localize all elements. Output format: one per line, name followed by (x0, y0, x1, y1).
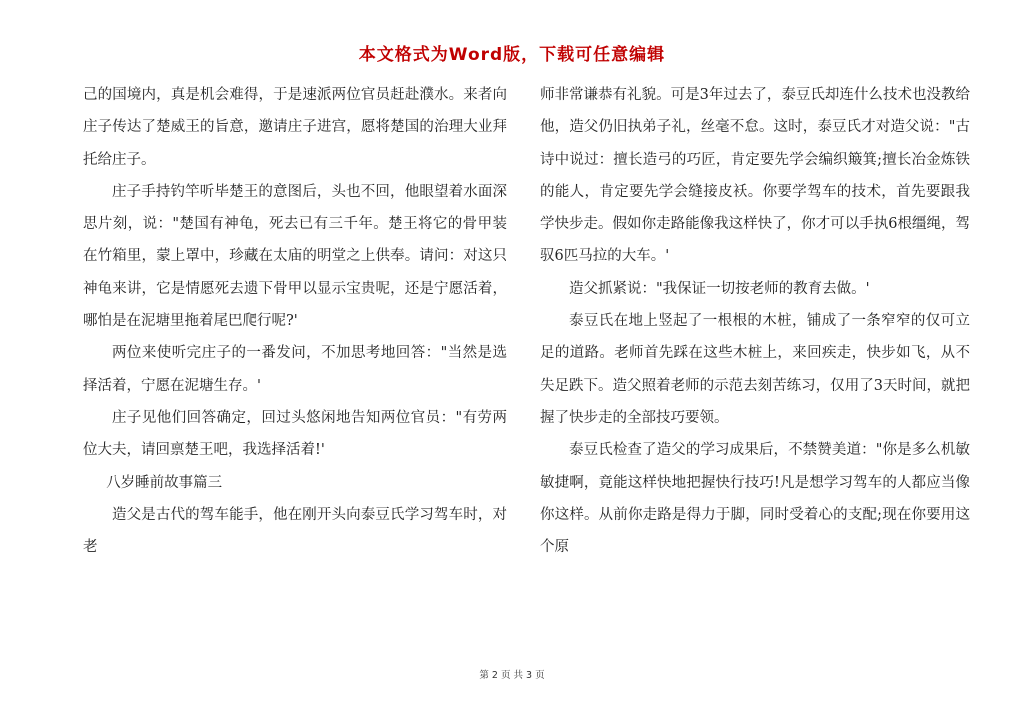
section-heading: 八岁睡前故事篇三 (106, 474, 223, 491)
paragraph: 己的国境内，真是机会难得，于是速派两位官员赶赴濮水。来者向庄子传达了楚威王的旨意，邀请庄子进宫，愿将楚国的治理大业拜托给庄子。 (83, 87, 507, 168)
paragraph: 泰豆氏检查了造父的学习成果后，不禁赞美道："你是多么机敏敏捷啊，竟能这样快地把握快行技巧!凡是想学习驾车的人都应当像你这样。从前你走路是得力于脚，同时受着心的支配;现在你要用这个原 (540, 442, 970, 556)
document-banner: 本文格式为Word版，下载可任意编辑 (358, 45, 666, 65)
paragraph: 造父是古代的驾车能手，他在刚开头向泰豆氏学习驾车时，对老 (83, 506, 507, 556)
paragraph: 两位来使听完庄子的一番发问，不加思考地回答："当然是选择活着，宁愿在泥塘生存。' (83, 345, 507, 394)
paragraph: 泰豆氏在地上竖起了一根根的木桩，铺成了一条窄窄的仅可立足的道路。老师首先踩在这些木桩上，来回疾走，快步如飞，从不失足跌下。造父照着老师的示范去刻苦练习，仅用了3天时间，就把握了快步走的全部技巧要领。 (540, 313, 970, 426)
paragraph: 造父抓紧说："我保证一切按老师的教育去做。' (569, 280, 870, 297)
paragraph: 师非常谦恭有礼貌。可是3年过去了，泰豆氏却连什么技术也没教给他，造父仍旧执弟子礼，丝毫不怠。这时，泰豆氏才对造父说："古诗中说过：擅长造弓的巧匠，肯定要先学会编织簸箕;擅长冶金炼铁的能人，肯定要先学会缝接皮袄。你要学驾车的技术，首先要跟我学快步走。假如你走路能像我这样快了，你才可以手执6根缰绳，驾驭6匹马拉的大车。' (540, 87, 970, 265)
paragraph: 庄子见他们回答确定，回过头悠闲地告知两位官员："有劳两位大夫，请回禀楚王吧，我选择活着!' (83, 409, 507, 459)
left-column (83, 79, 507, 563)
right-column (540, 79, 970, 563)
paragraph: 庄子手持钓竿听毕楚王的意图后，头也不回，他眼望着水面深思片刻，说："楚国有神龟，死去已有三千年。楚王将它的骨甲装在竹箱里，蒙上罩中，珍藏在太庙的明堂之上供奉。请问：对这只神龟来讲，它是情愿死去遗下骨甲以显示宝贵呢，还是宁愿活着，哪怕是在泥塘里拖着尾巴爬行呢?' (83, 183, 507, 330)
page-number: 第 2 页 共 3 页 (479, 670, 545, 681)
